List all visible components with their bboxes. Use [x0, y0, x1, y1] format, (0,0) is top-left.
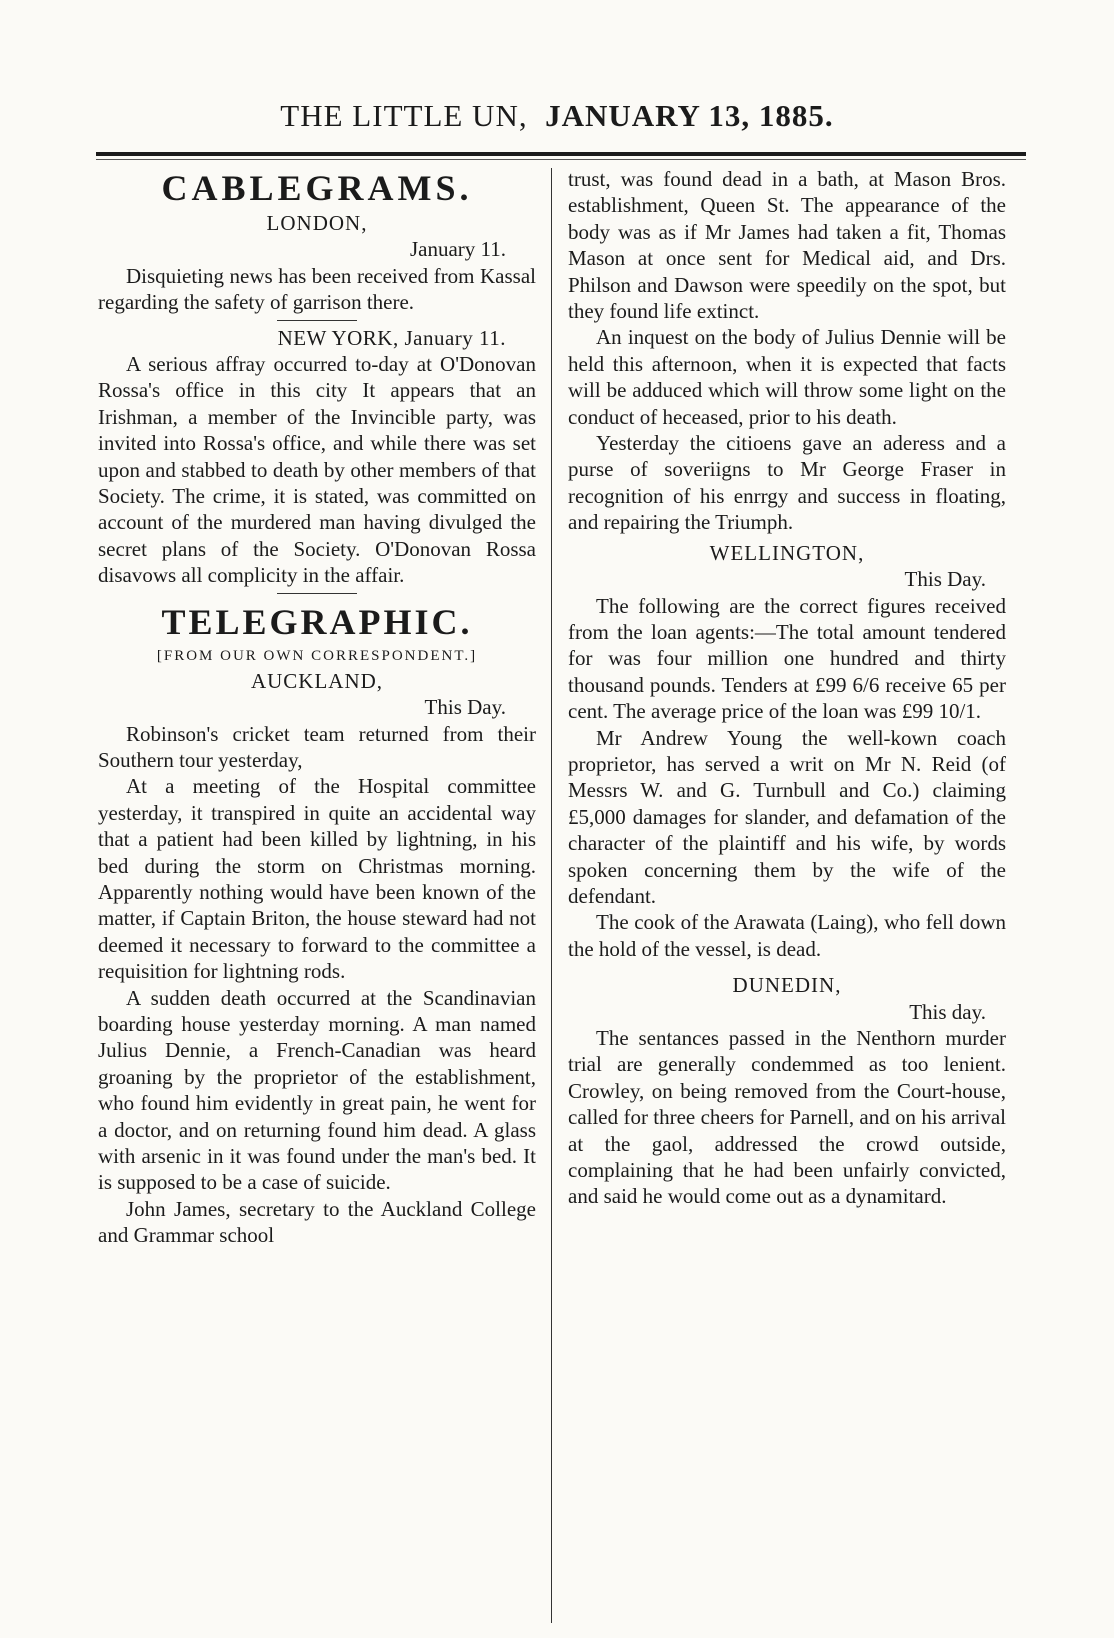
- newyork-paragraph: A serious affray occurred to-day at O'Donovan Rossa's office in this city It appears that an Irishman, a member of the Invincible party, was invited into Rossa's office, and while there was set upon and stabbed to death by other members of that Society. The crime, it is stated, was committed on account of the murdered man having divulged the secret plans of the Society. O'Donovan Rossa disavows all complicity in the affair.: [98, 352, 536, 588]
- column-divider: [551, 168, 552, 1623]
- london-place: LONDON,: [266, 211, 368, 235]
- masthead: [0, 100, 1114, 131]
- left-column: [98, 166, 536, 1249]
- james-continued-paragraph: trust, was found dead in a bath, at Mason Bros. establishment, Queen St. The appearance of the body was as if Mr James had taken a fit, Thomas Mason at once sent for Medical aid, and Drs. Philson and Dawson were speedily on the spot, but they found life extinct.: [568, 167, 1006, 324]
- dunedin-paragraph: The sentances passed in the Nenthorn murder trial are generally condemmed as too lenient. Crowley, on being removed from the Court-house, called for three cheers for Parnell, and on his arrival at the gaol, addressed the crowd outside, complaining that he had been unfairly convicted, and said he would come out as a dynamitard.: [568, 1026, 1006, 1209]
- auckland-paragraph-cricket: Robinson's cricket team returned from their Southern tour yesterday,: [98, 721, 536, 772]
- wellington-paragraph-cook: The cook of the Arawata (Laing), who fell down the hold of the vessel, is dead.: [568, 910, 1006, 961]
- newyork-dateline: NEW YORK, January 11.: [277, 325, 506, 350]
- wellington-paragraph-writ: Mr Andrew Young the well-kown coach proprietor, has served a writ on Mr N. Reid (of Messrs W. and G. Turnbull and Co.) claiming £5,000 damages for slander, and defamation of the character of the plaintiff and his wife, by words spoken concerning them by the wife of the defendant.: [568, 725, 1006, 908]
- london-paragraph: Disquieting news has been received from Kassal regarding the safety of garrison there.: [98, 263, 536, 315]
- inquest-paragraph: An inquest on the body of Julius Dennie will be held this afternoon, when it is expected that facts will be adduced which will throw some light on the conduct of heceased, prior to his death.: [568, 325, 1006, 429]
- masthead-rule: [96, 152, 1026, 156]
- masthead-title: THE LITTLE UN,: [280, 98, 528, 133]
- correspondent-subhead: [FROM OUR OWN CORRESPONDENT.]: [156, 647, 478, 664]
- masthead-rule-thin: [96, 159, 1026, 160]
- section-rule-2: [277, 593, 357, 594]
- section-rule: [277, 320, 357, 321]
- right-column: [568, 166, 1006, 1210]
- telegraphic-heading: TELEGRAPHIC.: [161, 601, 473, 642]
- london-date: January 11.: [409, 237, 506, 262]
- auckland-paragraph-james: John James, secretary to the Auckland College and Grammar school: [98, 1196, 536, 1248]
- auckland-paragraph-hospital: At a meeting of the Hospital committee yesterday, it transpired in quite an accidental way that a patient had been killed by lightning, in his bed during the storm on Christmas morning. Apparently nothing would have been known of the matter, if Captain Briton, the house steward had not deemed it necessary to forward to the committee a requisition for lightning rods.: [98, 774, 536, 984]
- wellington-date: This Day.: [904, 567, 986, 592]
- auckland-paragraph-death: A sudden death occurred at the Scandinavian boarding house yesterday morning. A man named Julius Dennie, a French-Canadian was heard groaning by the proprietor of the establishment, who found him evidently in great pain, he went for a doctor, and on returning found him dead. A glass with arsenic in it was found under the man's bed. It is supposed to be a case of suicide.: [98, 985, 536, 1195]
- dunedin-date: This day.: [909, 999, 986, 1024]
- wellington-place: WELLINGTON,: [709, 540, 865, 565]
- wellington-paragraph-loan: The following are the correct figures received from the loan agents:—The total amount tendered for was four million one hundred and thirty thousand pounds. Tenders at £99 6/6 receive 65 per cent. The average price of the loan was £99 10/1.: [568, 593, 1006, 724]
- masthead-date: JANUARY 13, 1885.: [545, 98, 834, 133]
- auckland-date: This Day.: [424, 695, 506, 720]
- citizens-paragraph: Yesterday the citioens gave an aderess and a purse of soveriigns to Mr George Fraser in recognition of his enrrgy and success in floating, and repairing the Triumph.: [568, 431, 1006, 535]
- cablegrams-heading: CABLEGRAMS.: [161, 168, 473, 208]
- dunedin-place: DUNEDIN,: [732, 973, 842, 998]
- auckland-place: AUCKLAND,: [250, 668, 384, 693]
